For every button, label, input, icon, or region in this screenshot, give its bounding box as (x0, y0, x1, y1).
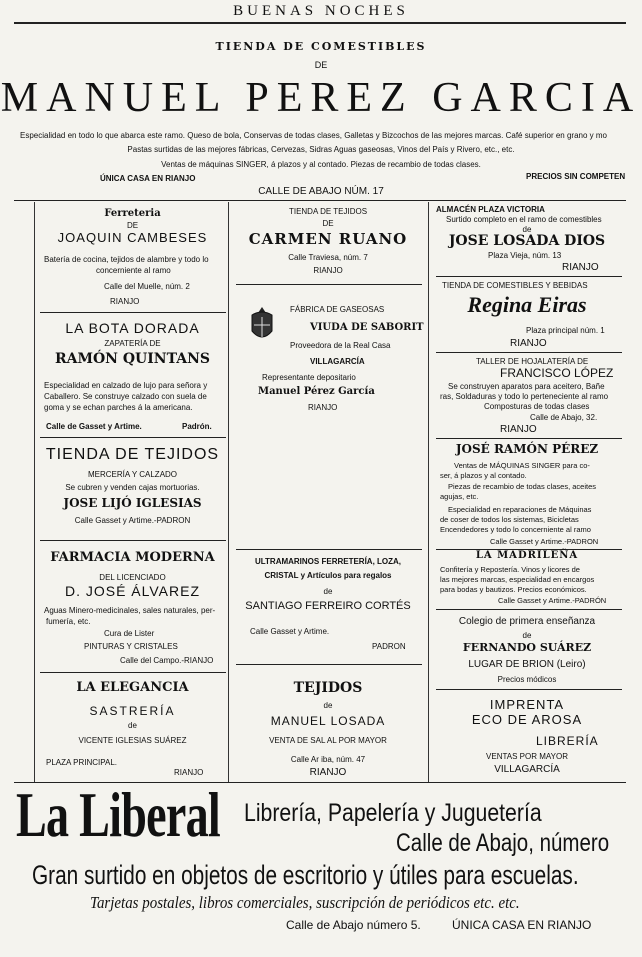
c3a1-name: JOSE LOSADA DIOS (448, 233, 606, 249)
royal-crest-icon (246, 305, 278, 345)
c2a1-kicker: TIENDA DE TEJIDOS (288, 207, 368, 216)
c2a2-sub: Proveedora de la Real Casa (290, 341, 391, 350)
header-address: CALLE DE ABAJO NÚM. 17 (258, 186, 384, 197)
footer-line-1: Librería, Papelería y Juguetería (244, 799, 542, 827)
c2a1-de: DE (322, 219, 334, 228)
footer-line-3: Gran surtido en objetos de escritorio y útiles para escuelas. (32, 860, 579, 890)
c3a4-desc-1: Ventas de MÁQUINAS SINGER para co- (454, 461, 590, 470)
c1a3-name: JOSE LIJÓ IGLESIAS (63, 496, 202, 510)
c3-sep-5 (436, 609, 622, 610)
c3-sep-3 (436, 438, 622, 439)
c1a1-street: Calle del Muelle, núm. 2 (104, 282, 190, 291)
c2a2-rep-name: Manuel Pérez García (258, 386, 375, 397)
c1a2-sub: ZAPATERÍA DE (104, 339, 161, 348)
c1a3-title: TIENDA DE TEJIDOS (45, 446, 220, 463)
c3a5-desc-3: para bodas y bautizos. Precios económicos. (440, 585, 587, 594)
c1a4-sub: DEL LICENCIADO (99, 573, 166, 582)
c1a5-town: RIANJO (174, 768, 204, 777)
header-line-1: Especialidad en todo lo que abarca este ramo. Queso de bola, Conservas de todas clases, Galletas y Bizcochos de las mejores marcas. Café superior en grano y mo (20, 131, 607, 140)
c2a3-town: PADRON (372, 642, 406, 651)
header-rule (14, 200, 626, 201)
c3a3-kicker: TALLER DE HOJALATERÍA DE (476, 357, 589, 366)
c2a1-name: CARMEN RUANO (248, 230, 408, 248)
c2-sep-1 (236, 284, 422, 285)
c1a2-title: LA BOTA DORADA (65, 320, 200, 336)
left-border (34, 202, 35, 782)
c1a4-cura: Cura de Lister (104, 629, 155, 638)
c3a3-street: Calle de Abajo, 32. (530, 413, 598, 422)
c2a1-town: RIANJO (313, 266, 343, 275)
c3a7-line-2: ECO DE AROSA (471, 712, 583, 727)
c3a4-desc-6: de coser de todos los sistemas, Bicicletas (440, 515, 579, 524)
c2a3-title-2: CRISTAL y Artículos para regalos (264, 571, 392, 580)
c1a5-title: LA ELEGANCIA (76, 680, 189, 695)
header-shop-name: MANUEL PEREZ GARCIA (0, 75, 642, 121)
c3a4-desc-3: Piezas de recambio de todas clases, aceites (448, 482, 596, 491)
c3a3-desc-2: ras, Soldaduras y todo lo perteneciente al ramo (440, 392, 609, 401)
c2a2-rep: Representante depositario (262, 373, 356, 382)
c3a2-kicker: TIENDA DE COMESTIBLES Y BEBIDAS (442, 281, 588, 290)
c3a6-name: FERNANDO SUÁREZ (462, 641, 592, 654)
c3a2-town: RIANJO (510, 338, 547, 349)
c3a4-desc-5: Especialidad en reparaciones de Máquinas (448, 505, 592, 514)
c1a1-desc-1: Batería de cocina, tejidos de alambre y todo lo (44, 255, 209, 264)
c3a4-desc-2: ser, á plazos y al contado. (440, 471, 527, 480)
c1-sep-2 (40, 437, 226, 438)
c2a2-name: VIUDA DE SABORIT (310, 322, 424, 333)
c3a1-kicker: ALMACÉN PLAZA VICTORIA (436, 205, 545, 214)
c2a3-title-1: ULTRAMARINOS FERRETERÍA, LOZA, (254, 557, 402, 566)
c1a1-de: DE (126, 221, 139, 230)
c3a3-desc-1: Se construyen aparatos para aceitero, Bañe (448, 382, 605, 391)
c1-sep-1 (40, 312, 226, 313)
c3a3-desc-3: Composturas de todas clases (484, 402, 590, 411)
c1a2-desc-1: Especialidad en calzado de lujo para señora y (44, 381, 208, 390)
c1a3-desc: Se cubren y venden cajas mortuorias. (65, 483, 200, 492)
c3a4-street: Calle Gasset y Artime.-PADRON (490, 537, 599, 546)
c3a6-de: de (522, 631, 532, 640)
c1a1-name: JOAQUIN CAMBESES (57, 230, 208, 245)
c1a1-type: Ferreteria (104, 208, 161, 219)
c3a6-price: Precios módicos (497, 675, 557, 684)
footer-brand: La Liberal (16, 779, 221, 850)
c3a7-line-1: IMPRENTA (489, 697, 565, 712)
c1a2-desc-2: Caballero. Se construye calzado con suela de (44, 392, 207, 401)
c2a1-street: Calle Traviesa, núm. 7 (288, 253, 368, 262)
header-line-3: Ventas de máquinas SINGER, á plazos y al contado. Piezas de recambio de todas clases. (161, 160, 481, 169)
c3a3-name: FRANCISCO LÓPEZ (500, 366, 614, 380)
c3a3-town: RIANJO (500, 424, 537, 435)
c1a4-desc-1: Aguas Minero-medicinales, sales naturales, per- (44, 606, 216, 615)
c1a5-de: de (128, 721, 137, 730)
c1a2-street: Calle de Gasset y Artime. (46, 422, 142, 431)
c3a1-town: RIANJO (562, 262, 599, 273)
c3a5-desc-2: las mejores marcas, especialidad en encargos (440, 575, 595, 584)
c2a3-street: Calle Gasset y Artime. (250, 627, 330, 636)
c3a1-desc: Surtido completo en el ramo de comestibles (446, 215, 602, 224)
c2a2-kicker: FÁBRICA DE GASEOSAS (290, 305, 385, 314)
c1a5-sub: SASTRERÍA (89, 704, 176, 718)
c1a2-town: Padrón. (182, 422, 212, 431)
c2a3-name: SANTIAGO FERREIRO CORTÉS (245, 600, 411, 612)
c1a4-desc-2: fumería, etc. (46, 617, 91, 626)
c3a2-name: Regina Eiras (467, 292, 587, 317)
page-top-title: BUENAS NOCHES (233, 3, 409, 19)
c1a4-street: Calle del Campo.-RIANJO (120, 656, 214, 665)
c2a4-street: Calle Ar iba, núm. 47 (290, 755, 366, 764)
c2-sep-2 (236, 549, 422, 550)
c3a7-line-3: LIBRERÍA (536, 734, 599, 748)
header-de: DE (314, 60, 328, 70)
header-line-2: Pastas surtidas de las mejores fábricas, Cervezas, Sidras Aguas gaseosas, Vinos del País y Rivero, etc., etc. (127, 145, 515, 154)
c1a4-pinturas: PINTURAS Y CRISTALES (84, 642, 178, 651)
c3a1-de: de (522, 225, 532, 234)
c1a2-name: RAMÓN QUINTANS (54, 351, 211, 367)
header-line-4: ÚNICA CASA EN RIANJO (100, 174, 196, 183)
header-kicker: TIENDA DE COMESTIBLES (215, 40, 427, 53)
c2a4-title: TEJIDOS (293, 680, 363, 696)
c3-sep-1 (436, 276, 622, 277)
c3a4-desc-4: agujas, etc. (440, 492, 479, 501)
c1-sep-3 (40, 540, 226, 541)
c1a5-street: PLAZA PRINCIPAL. (46, 758, 117, 767)
c3-sep-6 (436, 689, 622, 690)
footer-line-2: Calle de Abajo, número (396, 829, 610, 857)
c3a1-street: Plaza Vieja, núm. 13 (488, 251, 562, 260)
c3-sep-2 (436, 352, 622, 353)
c3a6-kicker: Colegio de primera enseñanza (458, 616, 596, 627)
c1-sep-4 (40, 672, 226, 673)
footer-unica: ÚNICA CASA EN RIANJO (452, 918, 592, 932)
column-divider-2 (428, 202, 429, 782)
header-prices: PRECIOS SIN COMPETEN (526, 172, 626, 181)
c2-sep-3 (236, 664, 422, 665)
footer-address: Calle de Abajo número 5. (286, 918, 421, 932)
c3a2-street: Plaza principal núm. 1 (526, 326, 605, 335)
c1a2-desc-3: goma y se echan parches á la americana. (44, 403, 193, 412)
c2a4-sub: VENTA DE SAL AL POR MAYOR (269, 736, 387, 745)
column-divider-1 (228, 202, 229, 782)
c3a5-title: LA MADRILEÑA (475, 550, 579, 561)
c1a1-desc-2: concerniente al ramo (96, 266, 171, 275)
c3a7-town: VILLAGARCÍA (494, 764, 560, 775)
c3a4-desc-7: Encendedores y todo lo concerniente al ramo (440, 525, 591, 534)
c3a7-line-4: VENTAS POR MAYOR (486, 752, 568, 761)
top-rule (14, 22, 626, 24)
c2a4-de: de (323, 701, 333, 710)
c2a4-name: MANUEL LOSADA (270, 714, 386, 728)
c2a2-town2: RIANJO (308, 403, 338, 412)
c1a5-name: VICENTE IGLESIAS SUÁREZ (78, 736, 187, 745)
c1a1-town: RIANJO (110, 297, 140, 306)
c3a5-street: Calle Gasset y Artime.-PADRÓN (498, 596, 607, 605)
c3a4-name: JOSÉ RAMÓN PÉREZ (455, 442, 599, 456)
c2a4-town: RIANJO (309, 767, 347, 778)
c1a4-name: D. JOSÉ ÁLVAREZ (64, 583, 201, 599)
c1a4-title: FARMACIA MODERNA (50, 550, 215, 565)
c3a5-desc-1: Confitería y Repostería. Vinos y licores de (440, 565, 580, 574)
c2a2-town: VILLAGARCÍA (310, 357, 365, 366)
c1a3-street: Calle Gasset y Artime.-PADRON (74, 516, 191, 525)
c3a6-place: LUGAR DE BRION (Leiro) (468, 659, 586, 670)
c1a3-sub: MERCERÍA Y CALZADO (87, 470, 178, 479)
c2a3-de: de (323, 587, 333, 596)
footer-line-4: Tarjetas postales, libros comerciales, suscripción de periódicos etc. etc. (90, 893, 520, 912)
